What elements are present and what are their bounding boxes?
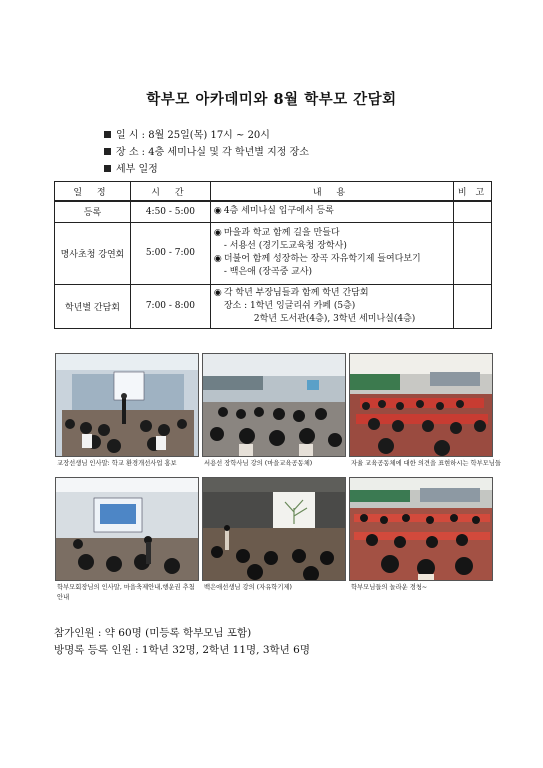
date-row	[104, 127, 309, 144]
header-schedule: 일 정	[55, 182, 131, 202]
note-cell	[454, 284, 492, 328]
header-note: 비 고	[454, 182, 492, 202]
detail-row	[104, 161, 309, 178]
photo-caption: 자율 교육공동체에 대한 의견을 표현하시는 학부모님들	[351, 460, 501, 467]
table-row	[55, 201, 492, 222]
date-text: 일 시 : 8월 25일(목) 17시 ~ 20시	[116, 130, 270, 141]
schedule-table	[54, 181, 492, 329]
photo-caption: 학부모회장님의 인사말, 마을축제안내,행운권 추첨 안내	[57, 584, 195, 601]
note-cell	[454, 201, 492, 222]
photo-cell	[202, 477, 346, 595]
circle-bullet-icon: ◉	[213, 206, 222, 217]
content-line: 장소 : 1학년 잉글리쉬 카페 (5층)	[223, 300, 356, 311]
photo-caption: 교장선생님 인사말: 학교 환경개선사업 홍보	[57, 460, 177, 467]
photo-audience-close	[349, 477, 493, 581]
schedule-cell: 학년별 간담회	[55, 284, 131, 328]
square-bullet-icon	[104, 148, 111, 155]
content-cell	[210, 284, 453, 328]
photo-screen-tree	[202, 477, 346, 581]
circle-bullet-icon: ◉	[213, 254, 222, 264]
time-cell: 5:00 - 7:00	[130, 222, 210, 284]
photo-cell	[202, 353, 346, 471]
content-cell	[210, 222, 453, 284]
circle-bullet-icon: ◉	[213, 228, 222, 238]
schedule-cell: 등록	[55, 201, 131, 222]
time-cell: 4:50 - 5:00	[130, 201, 210, 222]
content-line: - 백은애 (장곡중 교사)	[223, 267, 313, 277]
content-line: 2학년 도서관(4층), 3학년 세미나실(4층)	[253, 313, 416, 324]
circle-bullet-icon: ◉	[213, 287, 222, 298]
header-content: 내 용	[210, 182, 453, 202]
photo-cell	[55, 477, 199, 605]
table-row	[55, 284, 492, 328]
note-cell	[454, 222, 492, 284]
content-line: ◉ 4층 세미나실 입구에서 등록	[213, 206, 334, 217]
square-bullet-icon	[104, 165, 111, 172]
time-cell: 7:00 - 8:00	[130, 284, 210, 328]
photo-lecture-front	[55, 353, 199, 457]
square-bullet-icon	[104, 131, 111, 138]
photo-audience-back	[202, 353, 346, 457]
content-line: - 서용선 (경기도교육청 장학사)	[223, 241, 347, 251]
table-row	[55, 222, 492, 284]
attendance-text: 참가인원 : 약 60명 (미등록 학부모님 포함)	[54, 627, 252, 639]
event-info	[104, 127, 309, 178]
schedule-cell: 명사초청 강연회	[55, 222, 131, 284]
photo-cell	[349, 353, 501, 471]
photo-audience-red	[349, 353, 493, 457]
page-title: 학부모 아카데미와 8월 학부모 간담회	[146, 91, 397, 108]
content-line: ◉ 더불어 함께 성장하는 장곡 자유학기제 들여다보기	[213, 254, 421, 264]
photo-cell	[349, 477, 493, 595]
registration-text: 방명록 등록 인원 : 1학년 32명, 2학년 11명, 3학년 6명	[54, 644, 310, 656]
place-text: 장 소 : 4층 세미나실 및 각 학년별 지정 장소	[116, 147, 309, 158]
place-row	[104, 144, 309, 161]
photo-screen-talk	[55, 477, 199, 581]
photo-caption: 서용선 장학사님 강의 (마을교육공동체)	[204, 460, 313, 467]
table-header-row	[55, 182, 492, 202]
summary	[54, 625, 310, 659]
photo-caption: 백은애선생님 강의 (자유학기제)	[204, 584, 292, 591]
content-cell	[210, 201, 453, 222]
photo-cell	[55, 353, 199, 471]
content-line: ◉ 각 학년 부장님들과 함께 학년 간담회	[213, 287, 369, 298]
detail-text: 세부 일정	[116, 164, 158, 175]
header-time: 시 간	[130, 182, 210, 202]
content-line: ◉ 마을과 학교 함께 길을 만들다	[213, 228, 340, 238]
photo-caption: 학부모님들의 놀라운 경청~	[351, 584, 428, 591]
